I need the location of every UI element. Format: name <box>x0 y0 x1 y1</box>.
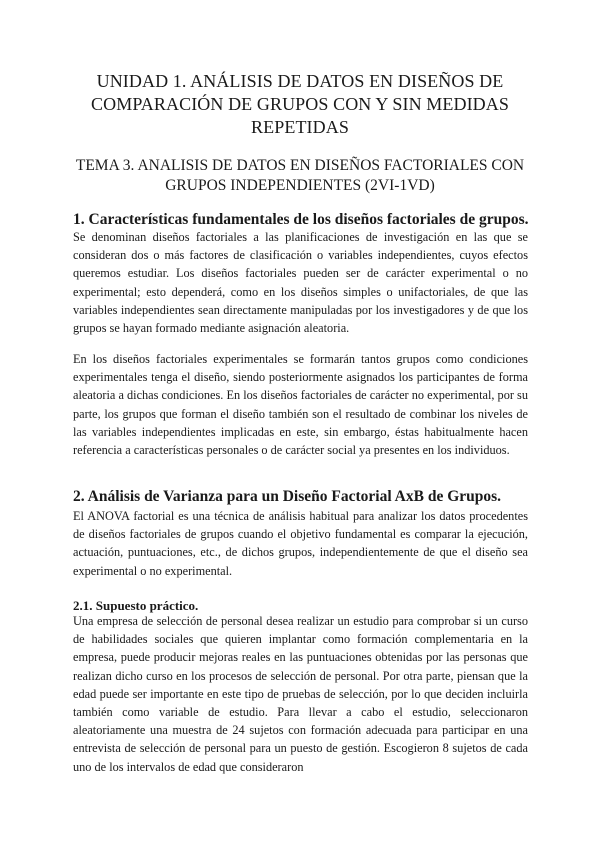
section-1-paragraph-1: Se denominan diseños factoriales a las planificaciones de investigación en las que se consideran dos o más factores de clasificación o variables independientes, cuyos efectos queremos estudiar. Los diseños factoriales pueden ser de carácter experimental o no experimental; esto dependerá, como en los diseños simples o unifactoriales, de que las variables independientes sean directamente manipuladas por los investigadores y de que los grupos se hayan formado mediante asignación aleatoria. <box>73 230 528 336</box>
section-1-paragraph-2: En los diseños factoriales experimentales se formarán tantos grupos como condiciones experimentales tenga el diseño, siendo posteriormente asignados los participantes de forma aleatoria a dichas condiciones. En los diseños factoriales de carácter no experimental, por su parte, los grupos que forman el diseño también son el resultado de combinar los niveles de las variables independientes implicadas en este, sin embargo, éstas habitualmente hacen referencia a características personales o de carácter social ya presentes en los individuos. <box>73 352 528 458</box>
unit-title: UNIDAD 1. ANÁLISIS DE DATOS EN DISEÑOS DE COMPARACIÓN DE GRUPOS CON Y SIN MEDIDAS REPETIDAS <box>91 71 509 137</box>
section-2-1-paragraph-1: Una empresa de selección de personal desea realizar un estudio para comprobar si un curso de habilidades sociales que quieren implantar como formación complementaria en la empresa, puede producir mejoras reales en las puntuaciones obtenidas por las personas que realizan dicho curso en los procesos de selección de personal. Por otra parte, piensan que la edad puede ser importante en este tipo de pruebas de selección, por lo que deciden incluirla también como variable de estudio. Para llevar a cabo el estudio, seleccionaron aleatoriamente una muestra de 24 sujetos con formación adecuada para participar en una entrevista de selección de personal para un puesto de gestión. Escogieron 8 sujetos de cada uno de los intervalos de edad que consideraron <box>73 614 528 774</box>
section-2-1-heading: 2.1. Supuesto práctico. <box>73 598 199 613</box>
section-1-heading: 1. Características fundamentales de los diseños factoriales de grupos. <box>73 211 529 228</box>
section-2-paragraph-1: El ANOVA factorial es una técnica de análisis habitual para analizar los datos procedentes de diseños factoriales de grupos cuando el objetivo fundamental es comparar la ejecución, actuación, puntuaciones, etc., de dichos grupos, independientemente de que el diseño sea experimental o no experimental. <box>73 509 528 578</box>
topic-subtitle: TEMA 3. ANALISIS DE DATOS EN DISEÑOS FACTORIALES CON GRUPOS INDEPENDIENTES (2VI-1VD) <box>75 157 525 194</box>
section-2-heading: 2. Análisis de Varianza para un Diseño Factorial AxB de Grupos. <box>73 488 502 505</box>
